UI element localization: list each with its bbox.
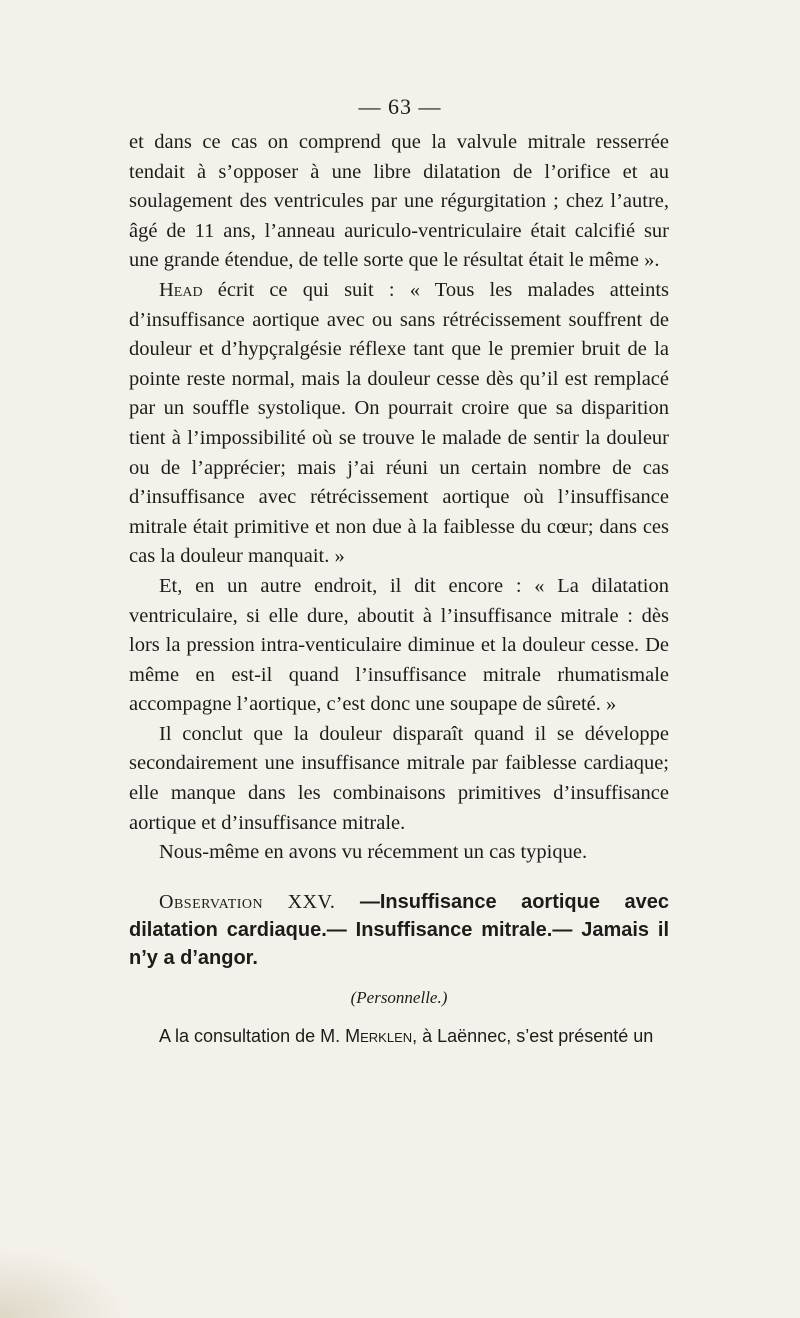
body-text (129, 128, 669, 1050)
paragraph-5: Nous-même en avons vu récemment un cas typique. (159, 841, 588, 864)
name-merklen: Merklen (345, 1025, 413, 1046)
page-number: — 63 — (358, 94, 442, 119)
paragraph-4: Il conclut que la douleur disparaît quand il se développe secondairement une insuffisance mitrale par faiblesse cardiaque; elle manque dans les combinaisons primitives d’insuffisance aortique et d’insuffisance mitrale. (129, 722, 669, 834)
paper-stain (0, 1248, 130, 1318)
paragraph-2 (129, 276, 669, 572)
last-line-end: , à Laënnec, s’est présenté un (412, 1025, 654, 1046)
last-line (129, 1022, 669, 1050)
observation-title: —Insuffisance aortique avec dilatation cardiaque.— Insuffisance mitrale.— Jamais il n’y a d’angor. (129, 890, 669, 969)
last-line-start: A la consultation de M. (159, 1025, 346, 1046)
paragraph-2-text: écrit ce qui suit : « Tous les malades atteints d’insuffisance aortique avec ou sans rétrécissement souffrent de douleur et d’hypçralgésie réflexe tant que le premier bruit de la pointe reste normal, mais la douleur cesse dès qu’il est remplacé par un souffle systolique. On pourrait croire que sa disparition tient à l’impossibilité où se trouve le malade de sentir la douleur ou de l’apprécier; mais j’ai réuni un certain nombre de cas d’insuffisance avec rétrécissement aortique où l’insuffisance mitrale était primitive et non due à la faiblesse du cœur; dans ces cas la douleur manquait. » (129, 278, 669, 568)
author-head: Head (159, 278, 203, 301)
observation-heading (129, 888, 669, 972)
paragraph-3: Et, en un autre endroit, il dit encore : « La dilatation ventriculaire, si elle dure, aboutit à l’insuffisance mitrale : dès lors la pression intra-venticulaire diminue et la douleur cesse. De même en est-il quand l’insuffisance mitrale rhumatismale accompagne l’aortique, c’est donc une soupape de sûreté. » (129, 574, 669, 716)
observation-source: (Personnelle.) (350, 987, 448, 1007)
paragraph-1: et dans ce cas on comprend que la valvule mitrale resserrée tendait à s’opposer à une libre dilatation de l’orifice et au soulagement des ventricules par une régurgitation ; chez l’autre, âgé de 11 ans, l’anneau auriculo-ventriculaire était calcifié sur une grande étendue, de telle sorte que le résultat était le même ». (129, 131, 669, 272)
observation-label: Observation XXV. (159, 890, 336, 913)
